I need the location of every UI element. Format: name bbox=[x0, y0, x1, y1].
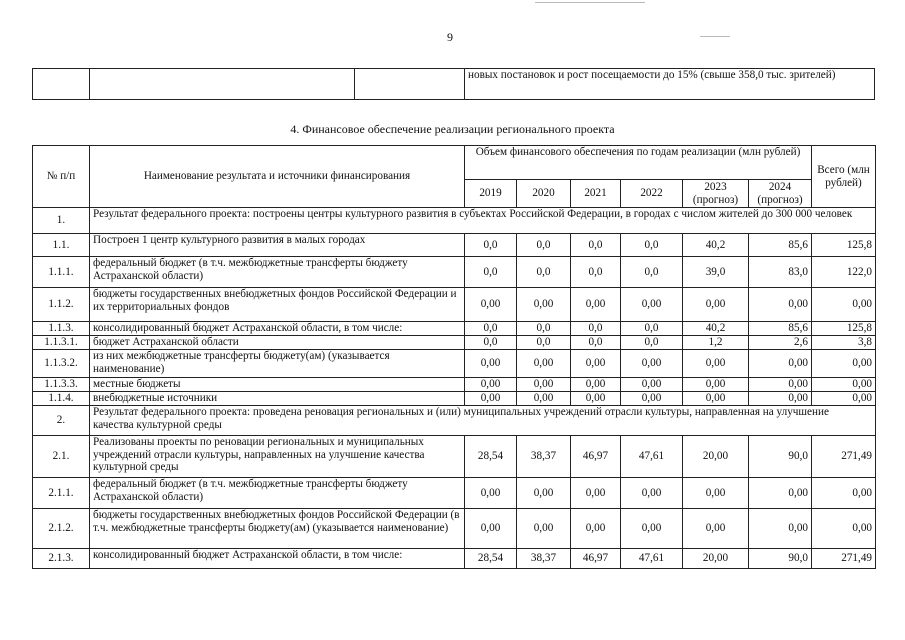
row-name: Результат федерального проекта: проведена реновация региональных и (или) муниципальных учреждений отрасли культуры, направленная на улучшение качества культурной среды bbox=[90, 406, 876, 436]
row-value: 0,00 bbox=[749, 378, 812, 392]
row-name: Результат федерального проекта: построены центры культурного развития в субъектах Российской Федерации, в городах с числом жителей до 300 000 человек bbox=[90, 208, 876, 234]
row-value: 40,2 bbox=[683, 322, 749, 336]
row-total: 3,8 bbox=[812, 336, 876, 350]
row-value: 0,00 bbox=[749, 392, 812, 406]
table-row bbox=[33, 378, 876, 392]
row-number: 2.1. bbox=[33, 436, 90, 478]
section-title: 4. Финансовое обеспечение реализации регионального проекта bbox=[290, 122, 615, 136]
row-name: Реализованы проекты по реновации региональных и муниципальных учреждений отрасли культуры, направленных на улучшение качества культурной среды bbox=[90, 436, 465, 478]
row-number: 1. bbox=[33, 208, 90, 234]
row-value: 0,00 bbox=[749, 509, 812, 549]
row-value: 0,00 bbox=[749, 350, 812, 378]
row-value: 0,00 bbox=[517, 392, 571, 406]
row-value: 0,0 bbox=[465, 336, 517, 350]
row-value: 0,00 bbox=[621, 350, 683, 378]
row-total: 0,00 bbox=[812, 509, 876, 549]
table-row bbox=[33, 322, 876, 336]
row-total: 0,00 bbox=[812, 378, 876, 392]
header-total: Всего (млн рублей) bbox=[812, 146, 876, 208]
table-row bbox=[33, 392, 876, 406]
page-number: 9 bbox=[447, 30, 453, 44]
row-value: 0,00 bbox=[465, 509, 517, 549]
row-value: 0,0 bbox=[571, 234, 621, 257]
row-total: 0,00 bbox=[812, 350, 876, 378]
row-value: 39,0 bbox=[683, 257, 749, 288]
row-number: 2.1.1. bbox=[33, 478, 90, 509]
row-name: консолидированный бюджет Астраханской области, в том числе: bbox=[90, 322, 465, 336]
row-name: бюджет Астраханской области bbox=[90, 336, 465, 350]
row-value: 0,00 bbox=[517, 378, 571, 392]
header-volume: Объем финансового обеспечения по годам реализации (млн рублей) bbox=[465, 146, 812, 180]
row-total: 0,00 bbox=[812, 392, 876, 406]
row-number: 1.1.1. bbox=[33, 257, 90, 288]
row-value: 90,0 bbox=[749, 436, 812, 478]
row-value: 0,0 bbox=[517, 336, 571, 350]
row-total: 125,8 bbox=[812, 234, 876, 257]
row-number: 1.1.3.1. bbox=[33, 336, 90, 350]
row-number: 1.1.3.3. bbox=[33, 378, 90, 392]
table-row bbox=[33, 336, 876, 350]
row-value: 0,00 bbox=[465, 288, 517, 322]
row-value: 0,0 bbox=[571, 336, 621, 350]
row-value: 38,37 bbox=[517, 436, 571, 478]
row-name: внебюджетные источники bbox=[90, 392, 465, 406]
table-row bbox=[33, 509, 876, 549]
row-value: 40,2 bbox=[683, 234, 749, 257]
row-total: 271,49 bbox=[812, 436, 876, 478]
row-value: 20,00 bbox=[683, 436, 749, 478]
row-number: 1.1.4. bbox=[33, 392, 90, 406]
header-num: № п/п bbox=[33, 146, 90, 208]
row-name: консолидированный бюджет Астраханской области, в том числе: bbox=[90, 549, 465, 569]
row-value: 1,2 bbox=[683, 336, 749, 350]
table-row bbox=[33, 350, 876, 378]
table-row bbox=[33, 436, 876, 478]
row-value: 46,97 bbox=[571, 436, 621, 478]
table-row bbox=[33, 257, 876, 288]
table-row bbox=[33, 406, 876, 436]
row-value: 0,0 bbox=[621, 234, 683, 257]
row-value: 0,0 bbox=[517, 322, 571, 336]
row-value: 0,00 bbox=[571, 378, 621, 392]
row-value: 0,00 bbox=[683, 392, 749, 406]
row-value: 0,00 bbox=[749, 478, 812, 509]
row-value: 0,00 bbox=[621, 378, 683, 392]
header-year: 2021 bbox=[571, 180, 621, 208]
header-name: Наименование результата и источники финансирования bbox=[90, 146, 465, 208]
header-year: 2019 bbox=[465, 180, 517, 208]
row-value: 0,00 bbox=[465, 478, 517, 509]
row-value: 0,0 bbox=[621, 257, 683, 288]
row-value: 0,00 bbox=[465, 350, 517, 378]
row-value: 47,61 bbox=[621, 549, 683, 569]
row-value: 0,0 bbox=[571, 322, 621, 336]
table-row bbox=[33, 208, 876, 234]
row-number: 1.1.3.2. bbox=[33, 350, 90, 378]
row-value: 0,00 bbox=[465, 378, 517, 392]
row-value: 0,00 bbox=[683, 288, 749, 322]
row-number: 2.1.2. bbox=[33, 509, 90, 549]
row-name: бюджеты государственных внебюджетных фондов Российской Федерации и их территориальных фондов bbox=[90, 288, 465, 322]
empty-cell bbox=[355, 69, 465, 100]
financing-table bbox=[32, 145, 876, 569]
row-value: 0,00 bbox=[571, 288, 621, 322]
row-name: бюджеты государственных внебюджетных фондов Российской Федерации (в т.ч. межбюджетные трансферты бюджету(ам) (указывается наименование) bbox=[90, 509, 465, 549]
row-value: 0,0 bbox=[517, 257, 571, 288]
row-number: 1.1.3. bbox=[33, 322, 90, 336]
row-value: 0,00 bbox=[465, 392, 517, 406]
table-row bbox=[33, 478, 876, 509]
row-value: 0,0 bbox=[517, 234, 571, 257]
empty-cell bbox=[90, 69, 355, 100]
row-value: 0,00 bbox=[621, 288, 683, 322]
row-value: 0,0 bbox=[465, 257, 517, 288]
row-value: 0,0 bbox=[621, 336, 683, 350]
row-value: 47,61 bbox=[621, 436, 683, 478]
row-value: 2,6 bbox=[749, 336, 812, 350]
row-number: 1.1. bbox=[33, 234, 90, 257]
table-row bbox=[33, 234, 876, 257]
row-value: 0,0 bbox=[465, 234, 517, 257]
row-value: 0,00 bbox=[571, 509, 621, 549]
row-value: 0,00 bbox=[749, 288, 812, 322]
previous-table-continuation bbox=[32, 68, 875, 100]
row-value: 0,0 bbox=[465, 322, 517, 336]
row-value: 46,97 bbox=[571, 549, 621, 569]
row-value: 28,54 bbox=[465, 549, 517, 569]
header-year: 2022 bbox=[621, 180, 683, 208]
row-value: 0,00 bbox=[621, 392, 683, 406]
table-row bbox=[33, 549, 876, 569]
row-name: федеральный бюджет (в т.ч. межбюджетные трансферты бюджету Астраханской области) bbox=[90, 478, 465, 509]
row-value: 90,0 bbox=[749, 549, 812, 569]
row-number: 1.1.2. bbox=[33, 288, 90, 322]
row-value: 0,00 bbox=[683, 350, 749, 378]
row-number: 2. bbox=[33, 406, 90, 436]
row-value: 0,00 bbox=[571, 392, 621, 406]
row-total: 0,00 bbox=[812, 478, 876, 509]
empty-cell bbox=[33, 69, 90, 100]
row-total: 125,8 bbox=[812, 322, 876, 336]
row-value: 0,00 bbox=[683, 478, 749, 509]
row-value: 0,00 bbox=[571, 350, 621, 378]
row-name: местные бюджеты bbox=[90, 378, 465, 392]
row-name: федеральный бюджет (в т.ч. межбюджетные трансферты бюджету Астраханской области) bbox=[90, 257, 465, 288]
row-value: 0,00 bbox=[621, 478, 683, 509]
row-value: 0,00 bbox=[683, 509, 749, 549]
row-value: 0,0 bbox=[571, 257, 621, 288]
row-name: Построен 1 центр культурного развития в малых городах bbox=[90, 234, 465, 257]
row-value: 85,6 bbox=[749, 322, 812, 336]
row-total: 122,0 bbox=[812, 257, 876, 288]
row-value: 0,00 bbox=[621, 509, 683, 549]
row-total: 0,00 bbox=[812, 288, 876, 322]
row-value: 28,54 bbox=[465, 436, 517, 478]
row-value: 83,0 bbox=[749, 257, 812, 288]
header-year: 2023 (прогноз) bbox=[683, 180, 749, 208]
row-value: 38,37 bbox=[517, 549, 571, 569]
header-year: 2024 (прогноз) bbox=[749, 180, 812, 208]
row-value: 0,00 bbox=[571, 478, 621, 509]
row-number: 2.1.3. bbox=[33, 549, 90, 569]
row-value: 0,00 bbox=[517, 350, 571, 378]
row-value: 85,6 bbox=[749, 234, 812, 257]
top-row-text: новых постановок и рост посещаемости до 15% (свыше 358,0 тыс. зрителей) bbox=[465, 69, 875, 100]
header-year: 2020 bbox=[517, 180, 571, 208]
row-value: 0,00 bbox=[517, 288, 571, 322]
row-value: 0,00 bbox=[517, 478, 571, 509]
row-value: 0,0 bbox=[621, 322, 683, 336]
row-name: из них межбюджетные трансферты бюджету(ам) (указывается наименование) bbox=[90, 350, 465, 378]
row-value: 0,00 bbox=[517, 509, 571, 549]
row-total: 271,49 bbox=[812, 549, 876, 569]
table-row bbox=[33, 288, 876, 322]
row-value: 20,00 bbox=[683, 549, 749, 569]
row-value: 0,00 bbox=[683, 378, 749, 392]
